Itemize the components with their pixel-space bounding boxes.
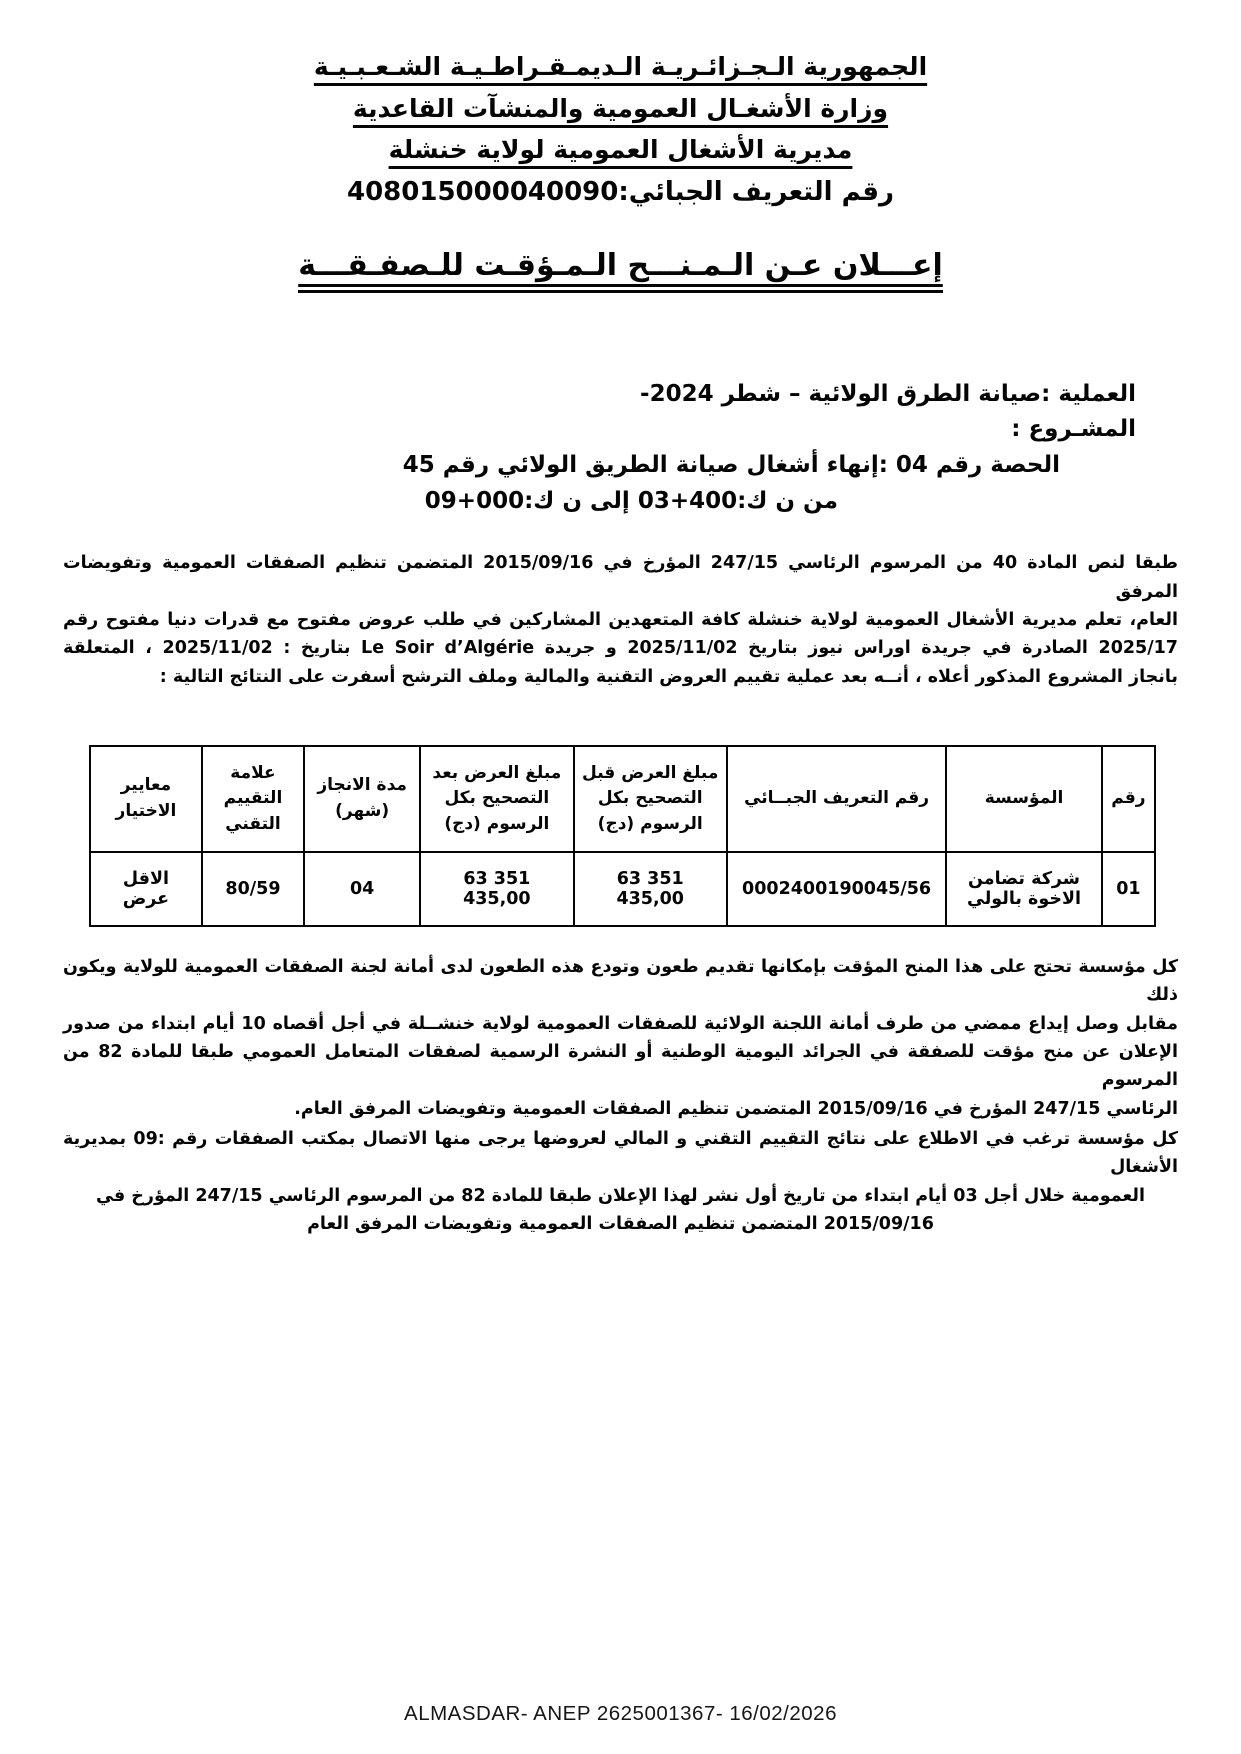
col-header-amount-after: مبلغ العرض بعد التصحيح بكل الرسوم (دج)	[420, 746, 573, 852]
results-access-line: 2015/09/16 المتضمن تنظيم الصفقات العمومية وتفويضات المرفق العام	[307, 1214, 934, 1235]
announcement-title-wrap	[63, 248, 1178, 293]
results-table-wrap	[89, 745, 1156, 927]
anep-reference: ALMASDAR- ANEP 2625001367- 16/02/2026	[404, 1702, 837, 1725]
letterhead-directorate-text: مديرية الأشغال العمومية لولاية خنشلة	[388, 135, 853, 164]
letterhead-ministry-text: وزارة الأشغـال العمومية والمنشآت القاعدية	[352, 93, 889, 123]
appeal-line: الإعلان عن منح مؤقت للصفقة في الجرائد اليومية الوطنية أو النشرة الرسمية لصفقات المتعامل العمومي طبقا للمادة 82 من المرسوم	[63, 1041, 1178, 1091]
col-header-company: المؤسسة	[946, 746, 1101, 852]
appeal-paragraph	[63, 953, 1178, 1123]
col-header-selection-criteria: معايير الاختيار	[90, 746, 202, 852]
col-header-duration: مدة الانجاز (شهر)	[304, 746, 420, 852]
chainage-line: من ن ك:400+03 إلى ن ك:000+09	[424, 487, 838, 514]
cell-company: شركة تضامن الاخوة بالولي	[946, 852, 1101, 926]
announcement-title-underline	[298, 248, 943, 293]
appeal-line: مقابل وصل إيداع ممضي من طرف أمانة اللجنة الولائية للصفقات العمومية لولاية خنشــلة في أجل أقصاه 10 أيام ابتداء من صدور	[63, 1013, 1178, 1034]
col-header-tax-id: رقم التعريف الجبــائي	[727, 746, 946, 852]
lot-line: الحصة رقم 04 :إنهاء أشغال صيانة الطريق الولائي رقم 45	[402, 451, 1060, 478]
results-access-line: كل مؤسسة ترغب في الاطلاع على نتائج التقييم التقني و المالي لعروضها يرجى منها الاتصال بمكتب الصفقات رقم :09 بمديرية الأشغال	[63, 1129, 1178, 1178]
cell-tax-id: 0002400190045/56	[727, 852, 946, 926]
letterhead-republic-line	[63, 46, 1178, 88]
operation-line: العملية :صيانة الطرق الولائية – شطر 2024-	[640, 380, 1136, 407]
col-header-number: رقم	[1102, 746, 1155, 852]
results-table	[89, 745, 1156, 927]
cell-number: 01	[1102, 852, 1155, 926]
cell-duration: 04	[304, 852, 420, 926]
appeal-line: كل مؤسسة تحتج على هذا المنح المؤقت بإمكانها تقديم طعون وتودع هذه الطعون لدى أمانة لجنة الصفقات العمومية للولاية ويكون ذلك	[63, 956, 1178, 1006]
cell-technical-score: 80/59	[202, 852, 304, 926]
intro-line: 2025/17 الصادرة في جريدة اوراس نيوز بتاريخ 2025/11/02 و جريدة Le Soir d’Algérie بتاريخ : 2025/11/02 ، المتعلقة	[63, 638, 1178, 659]
cell-selection-criteria: الاقل عرض	[90, 852, 202, 926]
letterhead-directorate-line	[63, 129, 1178, 171]
operation-block	[63, 377, 1178, 520]
cell-amount-after: 63 351 435,00	[420, 852, 573, 926]
announcement-title: إعـــلان عـن الـمـنـــح الـمـؤقـت للـصفـقـــة	[298, 247, 943, 283]
cell-amount-before: 63 351 435,00	[574, 852, 727, 926]
letterhead-tax-id-text: رقم التعريف الجبائي:408015000040090	[347, 176, 894, 207]
appeal-line: الرئاسي 247/15 المؤرخ في 2015/09/16 المتضمن تنظيم الصفقات العمومية وتفويضات المرفق العام.	[294, 1098, 1178, 1119]
table-header-row	[90, 746, 1155, 852]
col-header-amount-before: مبلغ العرض قبل التصحيح بكل الرسوم (دج)	[574, 746, 727, 852]
results-access-paragraph	[63, 1125, 1178, 1238]
letterhead	[63, 46, 1178, 214]
intro-line: العام، تعلم مديرية الأشغال العمومية لولاية خنشلة كافة المتعهدين المشاركين في طلب عروض مفتوح مع قدرات دنيا مفتوح رقم	[63, 609, 1178, 630]
project-label: المشـروع :	[1011, 416, 1136, 443]
intro-line: طبقا لنص المادة 40 من المرسوم الرئاسي 247/15 المؤرخ في 2015/09/16 المتضمن تنظيم الصفقات العمومية وتفويضات المرفق	[63, 553, 1178, 602]
col-header-technical-score: علامة التقييم التقني	[202, 746, 304, 852]
results-access-line: العمومية خلال أجل 03 أيام ابتداء من تاريخ أول نشر لهذا الإعلان طبقا للمادة 82 من المرسوم الرئاسي 247/15 المؤرخ في	[96, 1185, 1145, 1206]
letterhead-republic-text: الجمهورية الـجـزائـريـة الـديمـقـراطـيـة الشـعـبـيـة	[313, 52, 928, 81]
letterhead-tax-id-line	[63, 171, 1178, 214]
intro-paragraph	[63, 549, 1178, 691]
intro-line: بانجاز المشروع المذكور أعلاه ، أنــه بعد عملية تقييم العروض التقنية والمالية وملف الترشح أسفرت على النتائج التالية :	[159, 666, 1178, 687]
table-row	[90, 852, 1155, 926]
letterhead-ministry-line	[63, 88, 1178, 130]
